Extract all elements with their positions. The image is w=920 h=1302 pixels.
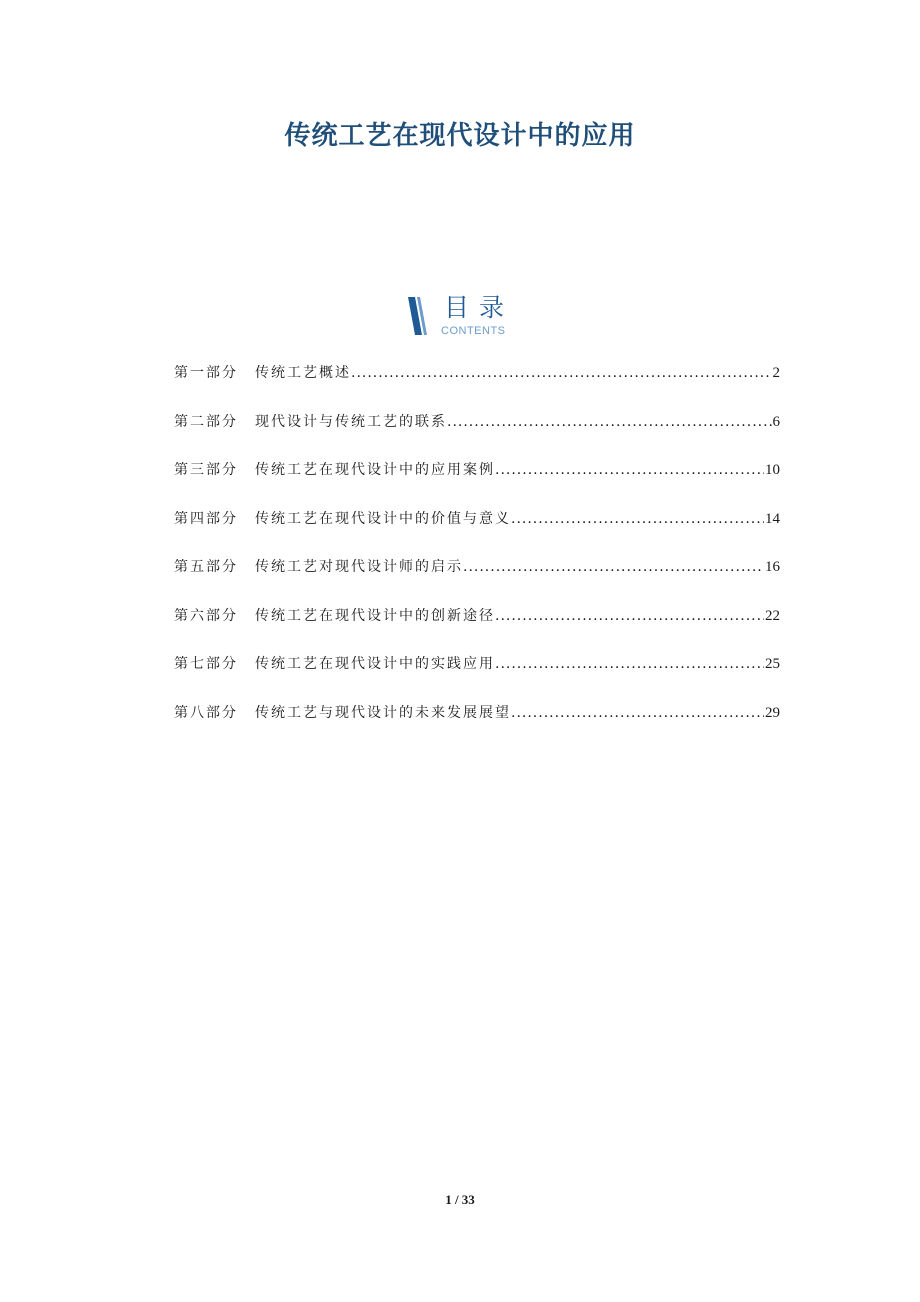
toc-entry-part: 第七部分 <box>174 656 238 672</box>
toc-entry-part: 第六部分 <box>174 607 238 624</box>
toc-entry-page: 6 <box>772 413 780 430</box>
toc-entry-part: 第五部分 <box>174 559 238 575</box>
toc-entry-page: 22 <box>765 607 780 624</box>
toc-entry-leader <box>495 608 764 624</box>
toc-entry-label: 现代设计与传统工艺的联系 <box>255 413 447 430</box>
toc-entry[interactable] <box>174 653 780 702</box>
toc-entry-part: 第一部分 <box>174 365 238 381</box>
toc-entry[interactable] <box>174 556 780 605</box>
toc-title: 目录 <box>444 293 515 322</box>
toc-entry[interactable] <box>174 459 780 508</box>
toc-entry-leader <box>511 511 764 527</box>
toc-entry-page: 25 <box>765 656 780 672</box>
toc-entry-label: 传统工艺对现代设计师的启示 <box>255 559 463 575</box>
page-title: 传统工艺在现代设计中的应用 <box>284 121 636 151</box>
toc-entry-page: 29 <box>765 704 780 721</box>
toc-entry-leader <box>511 705 764 721</box>
toc-entry-part: 第三部分 <box>174 462 238 478</box>
toc-entry[interactable] <box>174 605 780 654</box>
table-of-contents <box>174 362 780 750</box>
toc-entry[interactable] <box>174 411 780 460</box>
toc-entry-page: 2 <box>772 365 780 381</box>
toc-entry-leader <box>463 559 764 575</box>
toc-entry[interactable] <box>174 702 780 751</box>
toc-subtitle: CONTENTS <box>441 325 506 337</box>
toc-entry-leader <box>495 656 764 672</box>
toc-entry-page: 14 <box>765 510 780 527</box>
toc-entry-part: 第四部分 <box>174 510 238 527</box>
book-spine-icon <box>406 295 432 337</box>
toc-entry-label: 传统工艺在现代设计中的价值与意义 <box>255 510 511 527</box>
toc-entry[interactable] <box>174 362 780 411</box>
toc-entry-label: 传统工艺在现代设计中的应用案例 <box>255 462 495 478</box>
toc-entry[interactable] <box>174 508 780 557</box>
toc-entry-label: 传统工艺与现代设计的未来发展展望 <box>255 704 511 721</box>
toc-entry-label: 传统工艺在现代设计中的创新途径 <box>255 607 495 624</box>
toc-entry-label: 传统工艺在现代设计中的实践应用 <box>255 656 495 672</box>
toc-entry-page: 10 <box>765 462 780 478</box>
toc-entry-part: 第八部分 <box>174 704 238 721</box>
toc-entry-leader <box>447 414 772 430</box>
toc-entry-leader <box>351 365 772 381</box>
toc-entry-leader <box>495 462 764 478</box>
toc-entry-label: 传统工艺概述 <box>255 365 351 381</box>
toc-entry-page: 16 <box>765 559 780 575</box>
page-number: 1 / 33 <box>445 1192 475 1207</box>
toc-heading <box>406 292 526 342</box>
toc-entry-part: 第二部分 <box>174 413 238 430</box>
